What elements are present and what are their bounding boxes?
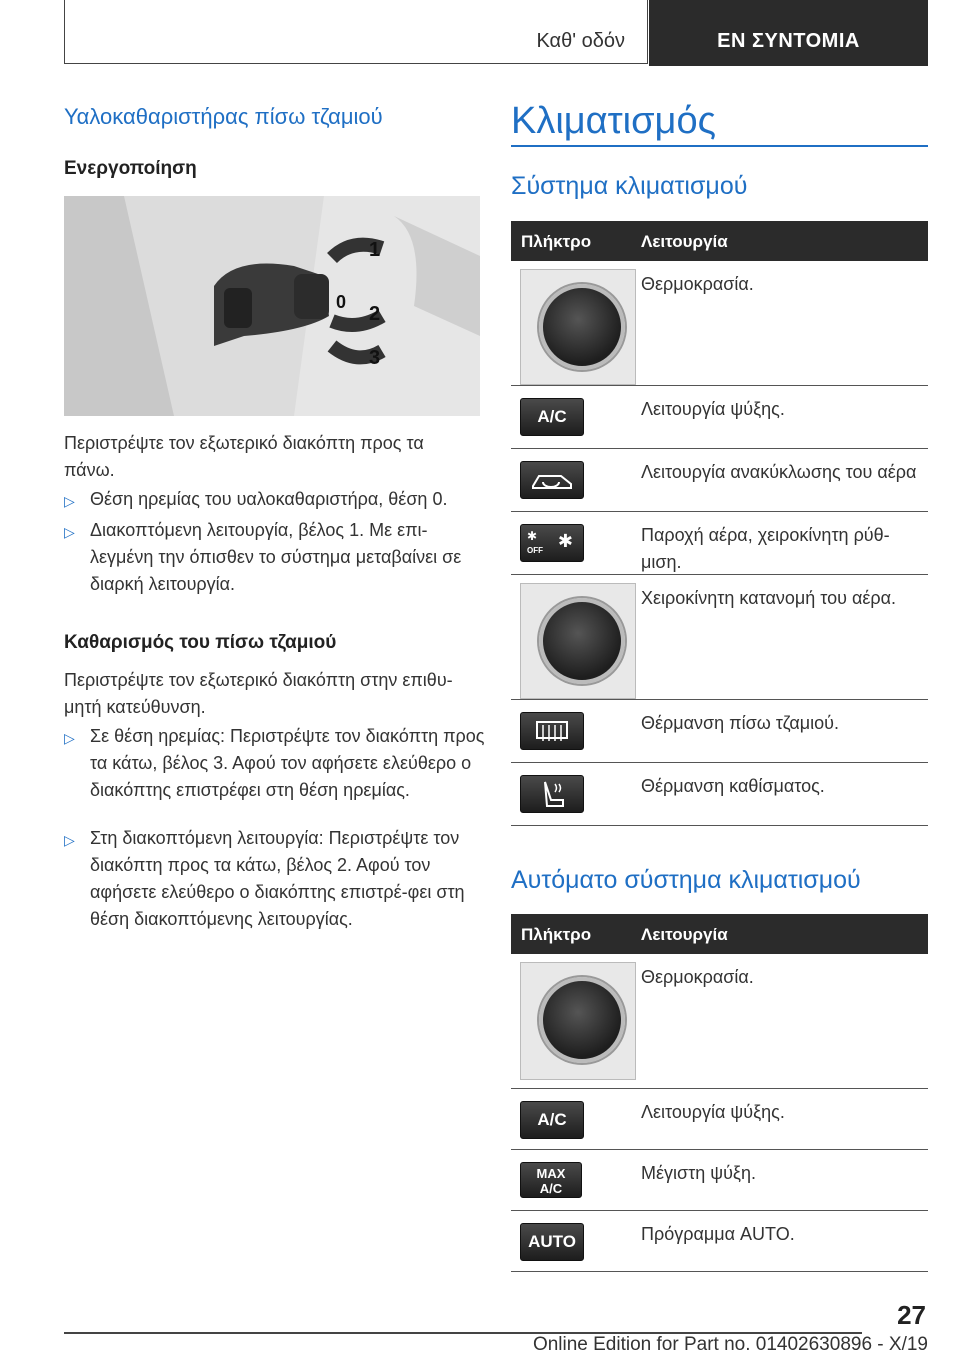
bullet-washer-intermittent xyxy=(64,825,490,933)
row-text: Λειτουργία ανακύκλωσης του αέρα xyxy=(641,462,917,482)
row-text: Λειτουργία ψύξης. xyxy=(641,399,785,419)
triangle-bullet-icon: ▷ xyxy=(64,493,75,509)
auto-button-icon: AUTO xyxy=(520,1223,584,1261)
table-row xyxy=(511,261,928,386)
header-tab-left-label: Καθ' οδόν xyxy=(536,30,625,52)
table-row xyxy=(511,954,928,1089)
row-text: Λειτουργία ψύξης. xyxy=(641,1102,785,1122)
row-text: Χειροκίνητη κατανομή του αέρα. xyxy=(641,588,897,608)
fan-off-label: OFF xyxy=(527,546,543,555)
subheading-activation: Ενεργοποίηση xyxy=(64,158,197,179)
title-rule xyxy=(511,145,928,147)
row-text: Θερμοκρασία. xyxy=(641,274,754,294)
row-text: Μέγιστη ψύξη. xyxy=(641,1163,756,1183)
table-row xyxy=(511,1150,928,1211)
max-ac-button-icon: MAX A/C xyxy=(520,1162,582,1198)
auto-climate-table xyxy=(511,914,928,1272)
page-title: Κλιματισμός xyxy=(511,100,716,142)
bullet-intermittent xyxy=(64,517,490,598)
table-row xyxy=(511,1089,928,1150)
column-header-key: Πλήκτρο xyxy=(521,925,592,944)
section-title-rear-wiper: Υαλοκαθαριστήρας πίσω τζαμιού xyxy=(64,104,383,129)
bullet-text: Στη διακοπτόμενη λειτουργία: Περιστρέψτε τον διακόπτη προς τα κάτω, βέλος 2. Αφού τον αφήσετε ελεύθερο ο διακόπτης επιστρέ-φει στη θέση διακοπτόμενης λειτουργίας. xyxy=(90,828,465,929)
wiper-switch-image xyxy=(64,196,480,416)
temperature-knob-icon xyxy=(520,962,636,1080)
table-row xyxy=(511,763,928,826)
triangle-bullet-icon: ▷ xyxy=(64,524,75,540)
seat-heating-icon xyxy=(520,775,584,813)
table-row xyxy=(511,700,928,763)
recirculation-icon xyxy=(520,461,584,499)
subheading-rear-washer: Καθαρισμός του πίσω τζαμιού xyxy=(64,632,337,653)
paragraph-rotate-up: Περιστρέψτε τον εξωτερικό διακόπτη προς τα πάνω. xyxy=(64,433,424,480)
triangle-bullet-icon: ▷ xyxy=(64,832,75,848)
ac-button-icon: A/C xyxy=(520,1101,584,1139)
table-row xyxy=(511,386,928,449)
bullet-rest-position xyxy=(64,486,490,513)
section-title-auto-climate: Αυτόματο σύστημα κλιματισμού xyxy=(511,866,861,894)
image-label-2: 2 xyxy=(369,303,381,325)
bullet-text: Σε θέση ηρεμίας: Περιστρέψτε τον διακόπτη προς τα κάτω, βέλος 3. Αφού τον αφήσετε ελεύθερο ο διακόπτης επιστρέφει στη θέση ηρεμίας. xyxy=(90,726,485,800)
column-header-function: Λειτουργία xyxy=(641,232,728,251)
air-distribution-knob-icon xyxy=(520,583,636,699)
column-header-key: Πλήκτρο xyxy=(521,232,592,251)
column-header-function: Λειτουργία xyxy=(641,925,728,944)
bullet-text: Διακοπτόμενη λειτουργία, βέλος 1. Με επι-λεγμένη την όπισθεν το σύστημα μεταβαίνει σε διαρκή λειτουργία. xyxy=(90,520,462,594)
bullet-washer-rest xyxy=(64,723,490,804)
row-text: Παροχή αέρα, χειροκίνητη ρύθ-μιση. xyxy=(641,525,890,572)
paragraph-rotate-direction: Περιστρέψτε τον εξωτερικό διακόπτη στην επιθυ-μητή κατεύθυνση. xyxy=(64,670,453,717)
image-label-0: 0 xyxy=(336,292,347,312)
table-row xyxy=(511,1211,928,1272)
ac-button-icon: A/C xyxy=(520,398,584,436)
table-header xyxy=(511,914,928,954)
triangle-bullet-icon: ▷ xyxy=(64,730,75,746)
fan-icon: ✱ OFF ✱ xyxy=(520,524,584,562)
climate-table xyxy=(511,221,928,826)
header-tab-right-label: ΕΝ ΣΥΝΤΟΜΙΑ xyxy=(717,30,860,52)
table-row xyxy=(511,449,928,512)
page-number: 27 xyxy=(897,1300,926,1330)
image-label-1: 1 xyxy=(369,239,381,261)
image-label-3: 3 xyxy=(369,347,381,369)
temperature-knob-icon xyxy=(520,269,636,385)
row-text: Θέρμανση πίσω τζαμιού. xyxy=(641,713,839,733)
footer-edition: Online Edition for Part no. 01402630896 - X/19 xyxy=(532,1334,928,1355)
rear-defrost-icon xyxy=(520,712,584,750)
table-header xyxy=(511,221,928,261)
table-row xyxy=(511,512,928,575)
page-header xyxy=(64,0,928,66)
row-text: Θέρμανση καθίσματος. xyxy=(641,776,825,796)
row-text: Θερμοκρασία. xyxy=(641,967,754,987)
table-row xyxy=(511,575,928,700)
section-title-climate: Σύστημα κλιματισμού xyxy=(511,172,748,200)
row-text: Πρόγραμμα AUTO. xyxy=(641,1224,795,1244)
header-tab-right xyxy=(649,0,928,66)
bullet-text: Θέση ηρεμίας του υαλοκαθαριστήρα, θέση 0. xyxy=(90,489,448,509)
header-tab-left xyxy=(64,0,648,64)
